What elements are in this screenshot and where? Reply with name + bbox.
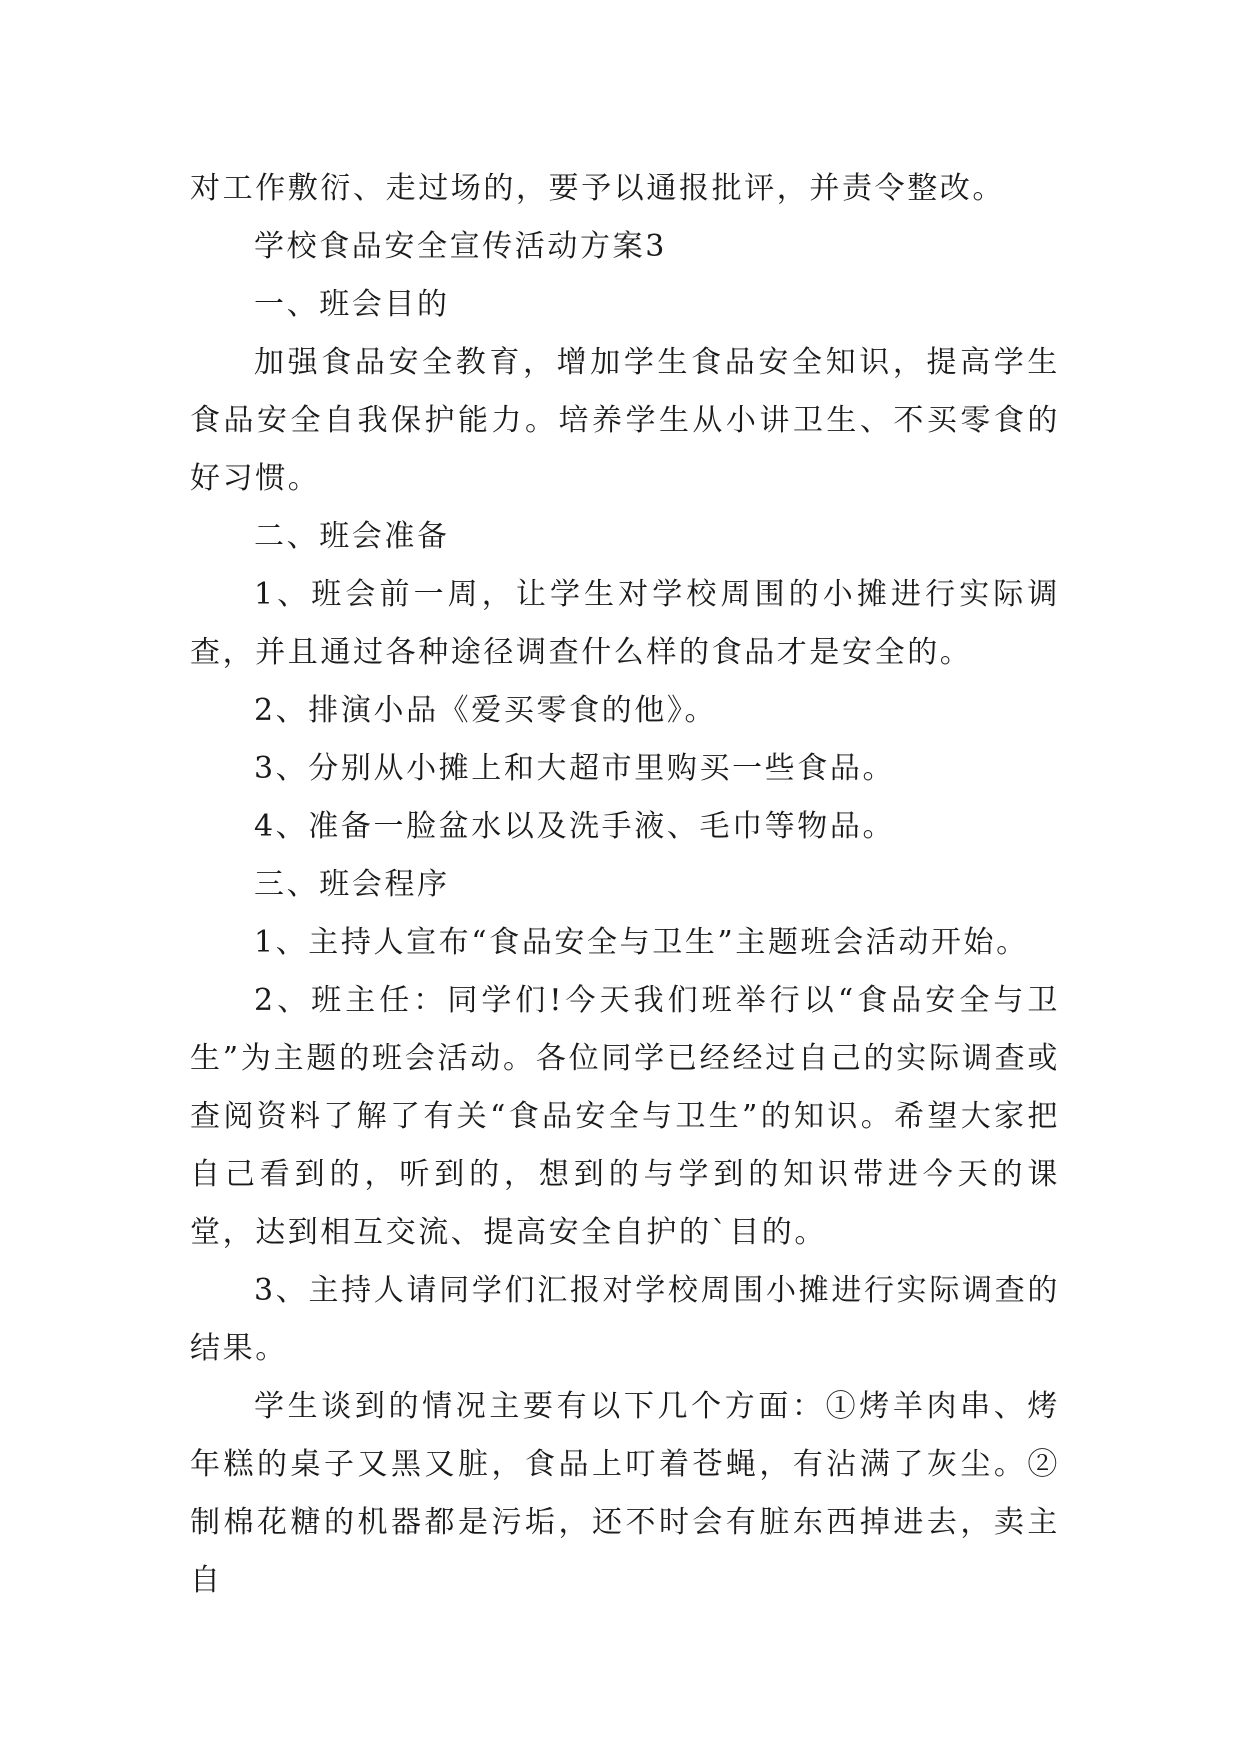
heading-preparation: 二、班会准备 bbox=[254, 519, 450, 554]
heading-procedure: 三、班会程序 bbox=[254, 867, 450, 902]
paragraph-proc-2: 2、班主任：同学们!今天我们班举行以“食品安全与卫生”为主题的班会活动。各位同学已经经过自己的实际调查或查阅资料了解了有关“食品安全与卫生”的知识。希望大家把自己看到的，听到的，想到的与学到的知识带进今天的课堂，达到相互交流、提高安全自护的`目的。 bbox=[190, 983, 1060, 1250]
paragraph-findings: 学生谈到的情况主要有以下几个方面：①烤羊肉串、烤年糕的桌子又黑又脏，食品上叮着苍蝇，有沾满了灰尘。②制棉花糖的机器都是污垢，还不时会有脏东西掉进去，卖主自 bbox=[190, 1389, 1060, 1598]
paragraph-prep-1: 1、班会前一周，让学生对学校周围的小摊进行实际调查，并且通过各种途径调查什么样的食品才是安全的。 bbox=[190, 577, 1060, 670]
paragraph-continuation: 对工作敷衍、走过场的，要予以通报批评，并责令整改。 bbox=[190, 171, 1005, 206]
paragraph-purpose: 加强食品安全教育，增加学生食品安全知识，提高学生食品安全自我保护能力。培养学生从小讲卫生、不买零食的好习惯。 bbox=[190, 345, 1060, 496]
paragraph-prep-2: 2、排演小品《爱买零食的他》。 bbox=[254, 693, 718, 728]
heading-purpose: 一、班会目的 bbox=[254, 287, 450, 322]
document-body bbox=[190, 160, 1060, 1610]
paragraph-proc-3: 3、主持人请同学们汇报对学校周围小摊进行实际调查的结果。 bbox=[190, 1273, 1060, 1366]
paragraph-proc-1: 1、主持人宣布“食品安全与卫生”主题班会活动开始。 bbox=[254, 925, 1029, 960]
paragraph-prep-3: 3、分别从小摊上和大超市里购买一些食品。 bbox=[254, 751, 896, 786]
section-title: 学校食品安全宣传活动方案3 bbox=[254, 229, 667, 264]
paragraph-prep-4: 4、准备一脸盆水以及洗手液、毛巾等物品。 bbox=[254, 809, 896, 844]
